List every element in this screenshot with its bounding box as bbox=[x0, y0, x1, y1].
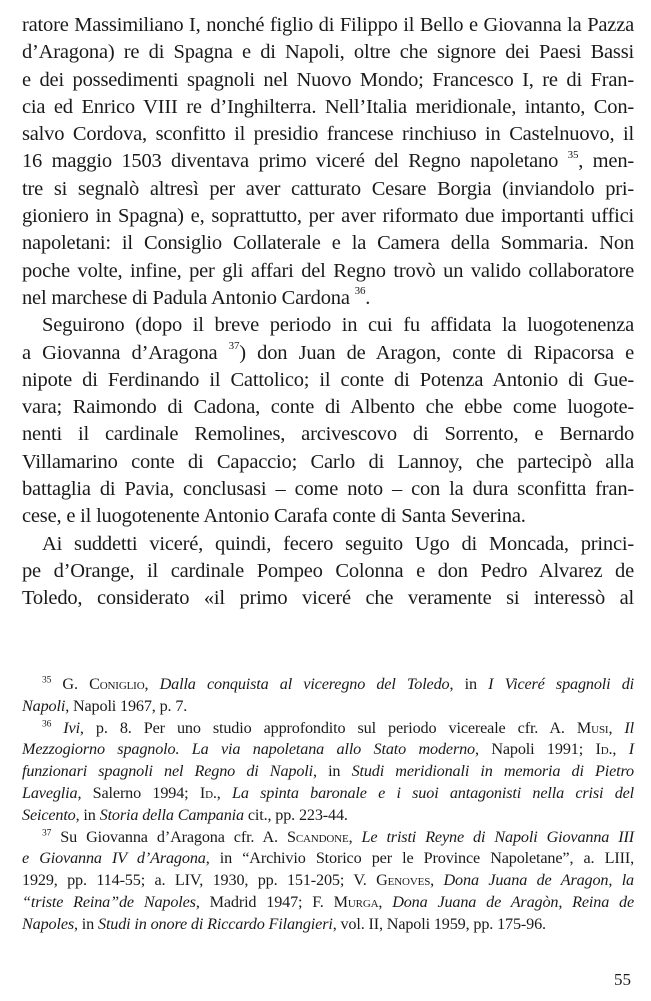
work-title: “triste Reina”de Napoles bbox=[22, 892, 196, 911]
text-segment: , Napoli 1991; bbox=[475, 740, 596, 759]
footnote-ref-36[interactable]: 36 bbox=[354, 285, 366, 298]
text-segment: , in bbox=[312, 762, 352, 781]
work-title: Il bbox=[624, 718, 635, 737]
text-line: vara; Raimondo di Cadona, conte di Albento che ebbe come luogote- bbox=[22, 396, 634, 419]
text-line: Ai suddetti viceré, quindi, fecero seguito Ugo di Moncada, princi- bbox=[42, 532, 634, 555]
work-title: Seicento bbox=[22, 805, 76, 824]
text-segment: Su Giovanna d’Aragona cfr. A. bbox=[51, 827, 287, 846]
text-segment: nel marchese di Padula Antonio Cardona bbox=[22, 286, 350, 309]
note-line bbox=[22, 696, 634, 718]
author: Musi bbox=[576, 718, 609, 737]
text-line: salvo Cordova, sconfitto il presidio francese rinchiuso in Castelnuovo, il bbox=[22, 123, 634, 146]
note-line bbox=[22, 914, 634, 936]
note-line bbox=[22, 892, 634, 914]
note-line bbox=[22, 827, 634, 849]
text-line: tre si segnalò altresì per aver catturato Cesare Borgia (inviandolo pri- bbox=[22, 177, 634, 200]
text-segment: cit., pp. 223-44. bbox=[243, 805, 348, 824]
author: G. Coniglio bbox=[62, 675, 145, 693]
text-segment: , men- bbox=[578, 150, 635, 173]
work-title: e Giovanna IV d’Aragona bbox=[22, 849, 206, 868]
work-title: Dalla conquista al viceregno del Toledo bbox=[159, 675, 450, 693]
text-segment: , Salerno 1994; bbox=[77, 783, 200, 802]
author: Genoves bbox=[376, 871, 431, 890]
text-line: pe d’Orange, il cardinale Pompeo Colonna e don Pedro Alvarez de bbox=[22, 559, 634, 582]
author: Murga bbox=[333, 892, 379, 911]
text-segment: , p. 8. Per uno studio approfondito sul periodo vicereale cfr. A. bbox=[79, 718, 577, 737]
note-line bbox=[22, 870, 634, 892]
footnote-35 bbox=[22, 674, 634, 718]
work-title: I bbox=[628, 740, 634, 759]
text-segment: , vol. II, Napoli 1959, pp. 175-96. bbox=[332, 914, 546, 933]
work-title: Dona Juana de Aragòn, Reina de bbox=[392, 892, 634, 911]
text-segment: , bbox=[378, 892, 393, 911]
text-segment: , Napoli 1967, p. 7. bbox=[65, 696, 188, 715]
text-line: gioniero in Spagna) e, soprattutto, per aver riformato due importanti uffici bbox=[22, 205, 634, 228]
text-line: nipote di Ferdinando il Cattolico; il conte di Potenza Antonio di Gue- bbox=[22, 368, 634, 391]
work-title: La spinta baronale e i suoi antagonisti nella crisi del bbox=[232, 783, 635, 802]
page-number: 55 bbox=[614, 970, 631, 989]
text-line: poche volte, infine, per gli affari del Regno trovò un valido collaboratore bbox=[22, 259, 634, 282]
footnote-number: 37 bbox=[42, 828, 52, 839]
text-line: Villamarino conte di Capaccio; Carlo di Lannoy, che partecipò alla bbox=[22, 450, 634, 473]
text-line bbox=[22, 285, 634, 312]
text-line: Toledo, considerato «il primo viceré che veramente si interessò al bbox=[22, 587, 634, 610]
work-title: Napoles bbox=[22, 914, 75, 933]
paragraph-2 bbox=[22, 312, 634, 530]
text-line: cia ed Enrico VIII re d’Inghilterra. Nell’Italia meridionale, intanto, Con- bbox=[22, 95, 634, 118]
text-line: nenti il cardinale Remolines, arcivescovo di Sorrento, e Bernardo bbox=[22, 423, 634, 446]
paragraph-3 bbox=[22, 531, 634, 613]
footnote-37 bbox=[22, 827, 634, 936]
text-segment: a Giovanna d’Aragona bbox=[22, 341, 218, 364]
note-line bbox=[22, 783, 634, 805]
footnote-number: 36 bbox=[42, 719, 52, 730]
body-text bbox=[22, 12, 634, 613]
work-title: Dona Juana de Aragon, la bbox=[443, 871, 634, 890]
work-title: Studi meridionali in memoria di Pietro bbox=[351, 762, 634, 781]
footnote-number: 35 bbox=[42, 675, 52, 686]
text-line: ratore Massimiliano I, nonché figlio di Filippo il Bello e Giovanna la Pazza bbox=[22, 14, 634, 36]
footnotes bbox=[22, 674, 634, 936]
footnote-36 bbox=[22, 718, 634, 827]
work-title: Laveglia bbox=[22, 783, 78, 802]
text-segment: , in bbox=[449, 675, 489, 693]
text-line: d’Aragona) re di Spagna e di Napoli, oltre che signore dei Paesi Bassi bbox=[22, 41, 634, 64]
work-title: Studi in onore di Riccardo Filangieri bbox=[98, 914, 333, 933]
note-line bbox=[22, 805, 634, 827]
text-segment: ) don Juan de Aragon, conte di Ripacorsa e bbox=[239, 341, 635, 364]
text-line: e dei possedimenti spagnoli nel Nuovo Mondo; Francesco I, re di Fran- bbox=[22, 68, 634, 91]
work-title: I Viceré spagnoli di bbox=[488, 675, 634, 693]
footnote-ref-35[interactable]: 35 bbox=[567, 148, 579, 161]
text-line: napoletani: il Consiglio Collaterale e la Camera della Sommaria. Non bbox=[22, 232, 634, 255]
text-segment: , in bbox=[75, 805, 100, 824]
text-line bbox=[22, 340, 634, 367]
text-segment: . bbox=[365, 286, 371, 309]
text-segment: , bbox=[608, 718, 625, 737]
work-title: Napoli bbox=[22, 696, 66, 715]
note-line bbox=[22, 761, 634, 783]
text-segment: , in “Archivio Storico per le Province Napoletane”, a. LIII, bbox=[205, 849, 634, 868]
text-line bbox=[22, 148, 634, 175]
text-segment: , Madrid 1947; F. bbox=[195, 892, 334, 911]
work-title: Le tristi Reyne di Napoli Giovanna III bbox=[361, 827, 635, 846]
text-segment: , in bbox=[74, 914, 98, 933]
text-segment: , bbox=[216, 783, 233, 802]
work-title: Ivi bbox=[63, 718, 80, 737]
author: Id. bbox=[199, 783, 217, 802]
text-line: battaglia di Pavia, conclusasi – come noto – con la dura sconfitta fran- bbox=[22, 478, 634, 501]
work-title: Storia della Campania bbox=[99, 805, 244, 824]
work-title: Mezzogiorno spagnolo. La via napoletana allo Stato moderno bbox=[22, 740, 476, 759]
footnote-ref-37[interactable]: 37 bbox=[228, 339, 240, 352]
text-segment: , bbox=[348, 827, 362, 846]
note-line bbox=[22, 718, 634, 740]
text-segment: 16 maggio 1503 diventava primo viceré del Regno napoletano bbox=[22, 150, 559, 173]
text-line: cese, e il luogotenente Antonio Carafa conte di Santa Severina. bbox=[22, 505, 526, 528]
text-segment: , bbox=[612, 740, 629, 759]
work-title: funzionari spagnoli nel Regno di Napoli bbox=[22, 762, 313, 781]
note-line bbox=[22, 848, 634, 870]
text-segment: 1929, pp. 114-55; a. LIV, 1930, pp. 151-205; V. bbox=[22, 871, 377, 890]
note-line bbox=[22, 739, 634, 761]
note-line: $^{35}$ G. Coniglio, Dalla conquista al viceregno del Toledo, in I Viceré spagnoli di bbox=[42, 675, 634, 693]
paragraph-1 bbox=[22, 12, 634, 312]
author: Scandone bbox=[286, 827, 349, 846]
text-line: Seguirono (dopo il breve periodo in cui fu affidata la luogotenenza bbox=[42, 314, 634, 337]
author: Id. bbox=[595, 740, 613, 759]
text-segment: , bbox=[430, 871, 444, 890]
